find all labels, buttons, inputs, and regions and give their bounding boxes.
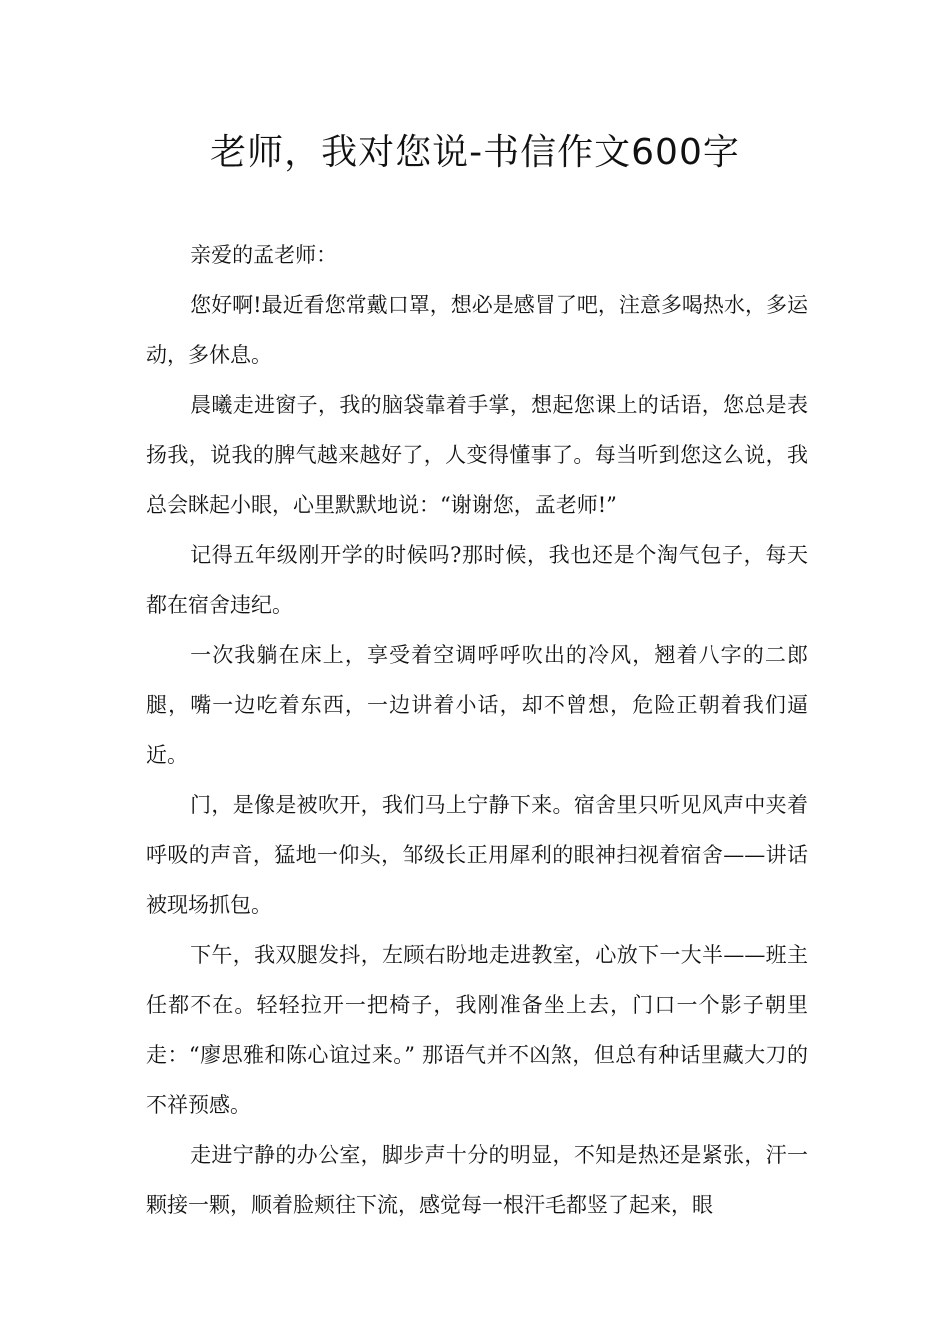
paragraph-dorm: 一次我躺在床上，享受着空调呼呼吹出的冷风，翘着八字的二郎腿，嘴一边吃着东西，一边讲着小话，却不曾想，危险正朝着我们逼近。 xyxy=(146,643,808,767)
salutation: 亲爱的孟老师： xyxy=(190,243,338,267)
document-title: 老师，我对您说-书信作文600字 xyxy=(210,132,740,173)
paragraph-greeting: 您好啊!最近看您常戴口罩，想必是感冒了吧，注意多喝热水，多运动，多休息。 xyxy=(146,293,808,367)
paragraph-morning: 晨曦走进窗子，我的脑袋靠着手掌，想起您课上的话语，您总是表扬我，说我的脾气越来越好了，人变得懂事了。每当听到您这么说，我总会眯起小眼，心里默默地说：“谢谢您，孟老师!” xyxy=(146,393,808,517)
paragraph-afternoon: 下午，我双腿发抖，左顾右盼地走进教室，心放下一大半——班主任都不在。轻轻拉开一把椅子，我刚准备坐上去，门口一个影子朝里走：“廖思雅和陈心谊过来。” 那语气并不凶煞，但总有种话里藏大刀的不祥预感。 xyxy=(146,943,808,1117)
paragraph-memory: 记得五年级刚开学的时候吗?那时候，我也还是个淘气包子，每天都在宿舍违纪。 xyxy=(146,543,808,617)
paragraph-door: 门，是像是被吹开，我们马上宁静下来。宿舍里只听见风声中夹着呼吸的声音，猛地一仰头，邹级长正用犀利的眼神扫视着宿舍——讲话被现场抓包。 xyxy=(146,793,808,917)
paragraph-office: 走进宁静的办公室，脚步声十分的明显，不知是热还是紧张，汗一颗接一颗，顺着脸颊往下流，感觉每一根汗毛都竖了起来，眼 xyxy=(146,1143,808,1217)
document-body xyxy=(146,230,808,1230)
